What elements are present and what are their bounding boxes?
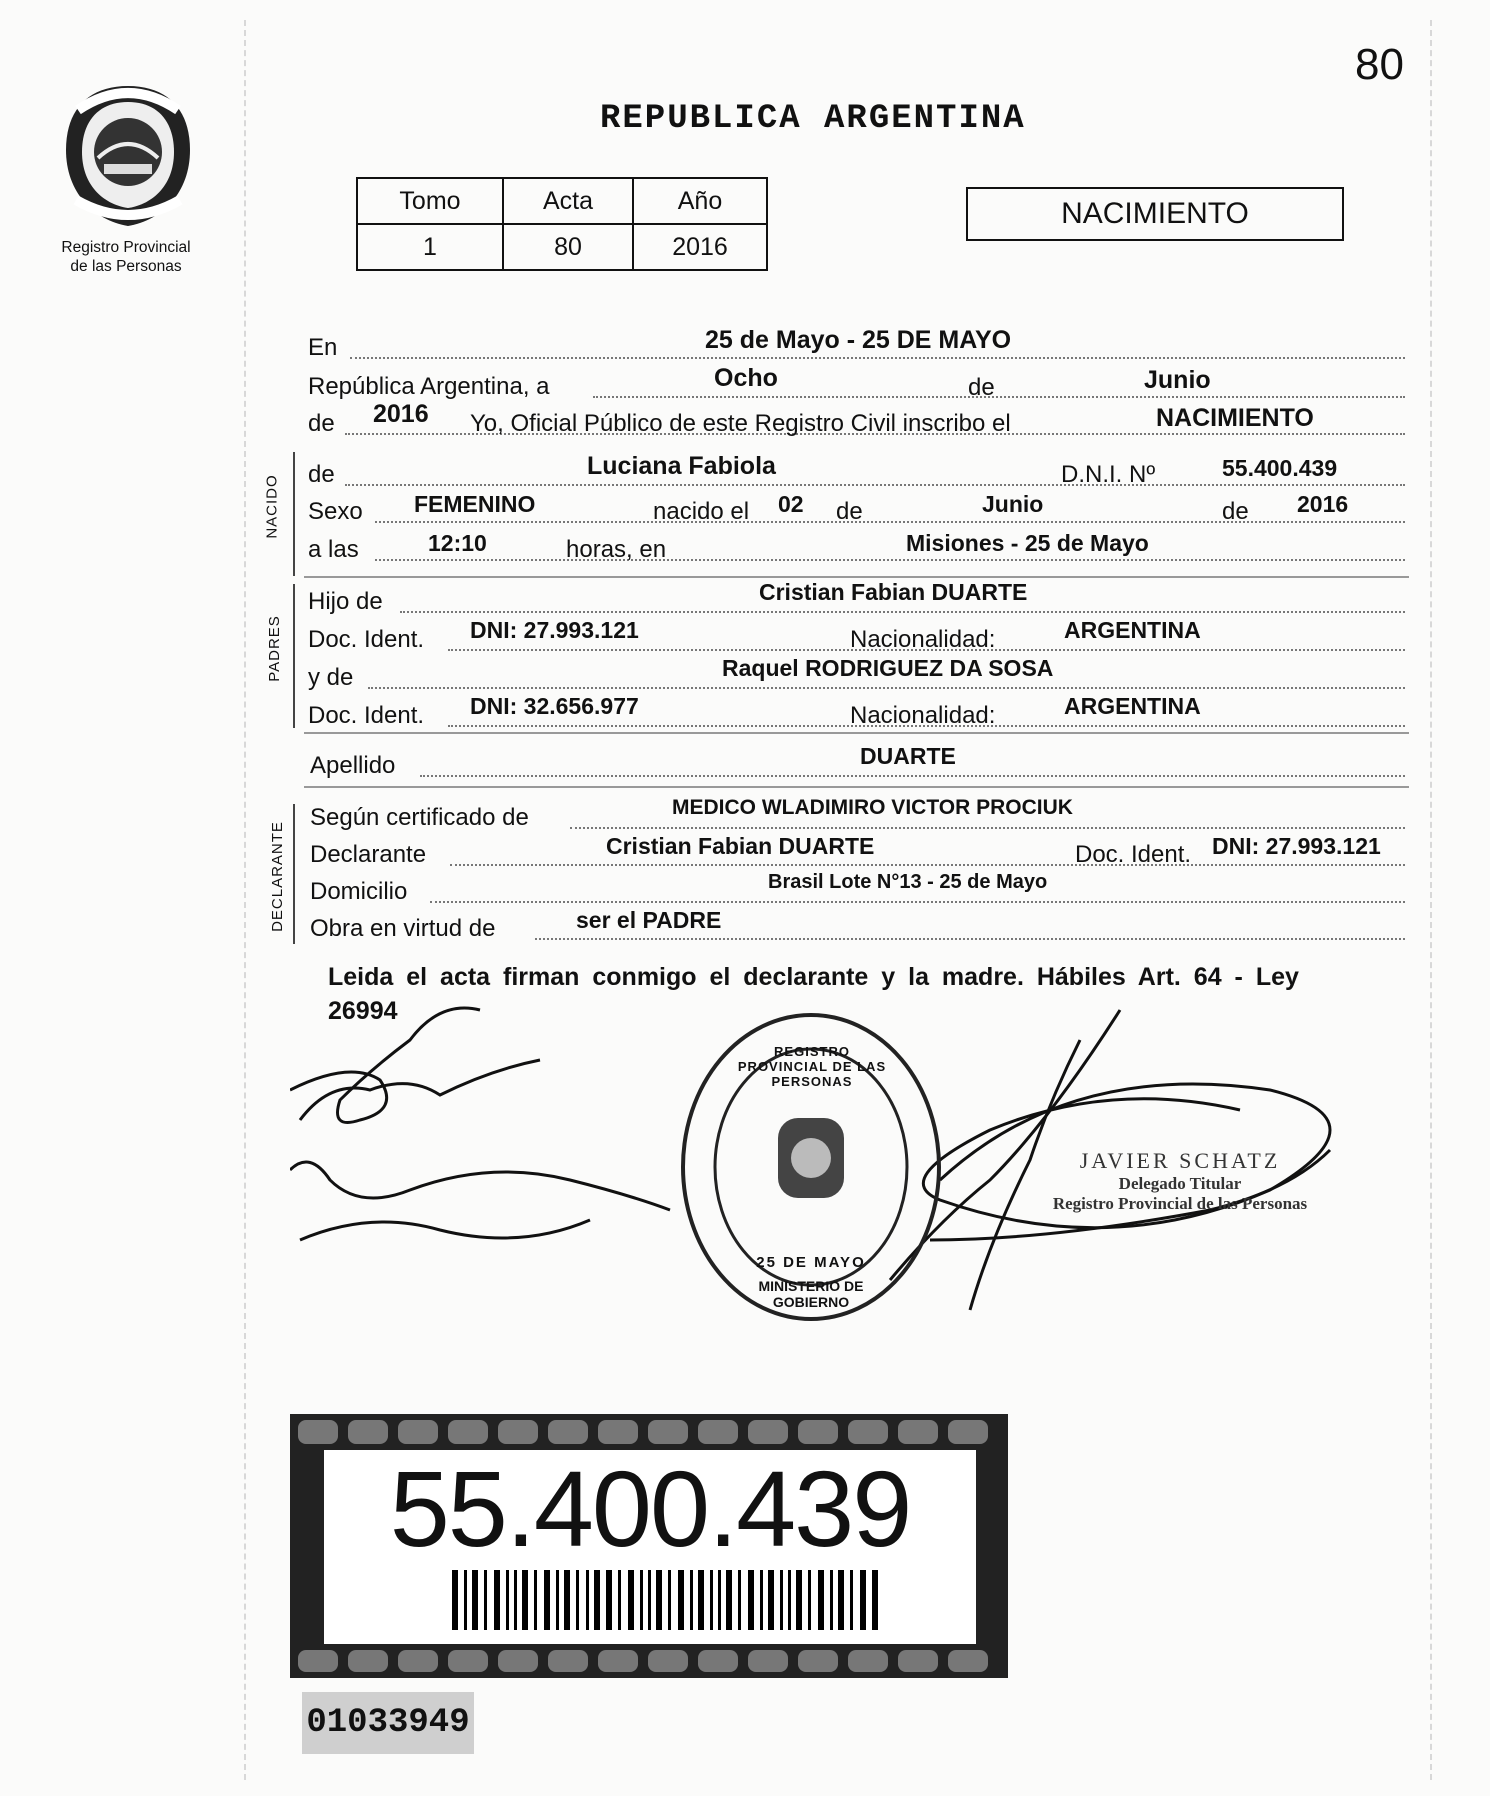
document-title: REPUBLICA ARGENTINA [600,100,1026,138]
dotted-line [593,396,1405,398]
barcode-label [290,1414,1008,1678]
record-type-box: NACIMIENTO [966,187,1344,241]
value-tomo: 1 [357,224,503,270]
value-padre-doc: DNI: 27.993.121 [470,617,639,643]
value-virtud: ser el PADRE [576,907,722,933]
dotted-line [420,775,1405,777]
label-nacido-el: nacido el [653,498,750,525]
dotted-line [345,484,1405,486]
header-acta: Acta [503,178,633,224]
official-stamp [676,1008,946,1326]
label-nacionalidad: Nacionalidad: [850,626,996,653]
value-dia-letras: Ocho [714,364,778,392]
label-doc-ident: Doc. Ident. [308,626,425,653]
label-declarante: Declarante [310,841,427,868]
dotted-line [450,864,1405,866]
official-office: Registro Provincial de las Personas [1052,1194,1308,1213]
official-name: JAVIER SCHATZ [1079,1148,1281,1173]
stamp-bottom-text: 25 DE MAYO [756,1254,866,1271]
value-madre-doc: DNI: 32.656.977 [470,693,639,719]
label-sexo: Sexo [308,498,363,525]
label-de: de [968,374,995,401]
value-anio: 2016 [373,400,429,428]
dotted-line [375,521,1405,523]
value-acta: 80 [503,224,633,270]
value-certificado: MEDICO WLADIMIRO VICTOR PROCIUK [672,796,1073,819]
logo-caption [40,238,212,276]
stamp-ring-text: REGISTRO PROVINCIAL DE LAS PERSONAS [737,1044,887,1089]
official-block [1000,1148,1360,1214]
header-anio: Año [633,178,767,224]
section-divider [304,786,1409,788]
page-number: 80 [1355,40,1404,89]
value-nombre: Luciana Fabiola [587,452,776,480]
label-doc-ident: Doc. Ident. [1075,841,1192,868]
section-label-padres: PADRES [265,615,283,682]
label-a-las: a las [308,536,359,563]
value-hora: 12:10 [428,530,487,556]
value-declarante-doc: DNI: 27.993.121 [1212,833,1381,859]
label-dni: D.N.I. Nº [1061,461,1156,488]
left-margin-line [244,20,247,1780]
value-anio-nac: 2016 [1297,491,1349,517]
section-bar-nacido [293,452,295,576]
label-obra-en-virtud: Obra en virtud de [310,915,496,942]
value-lugar: 25 de Mayo - 25 DE MAYO [705,326,1012,354]
label-en: En [308,334,338,361]
label-de: de [308,410,335,437]
value-padre: Cristian Fabian DUARTE [759,579,1028,605]
dotted-line [430,901,1405,903]
label-y-de: y de [308,664,354,691]
value-dia-nac: 02 [778,491,804,517]
section-divider [304,576,1409,578]
record-table [356,177,768,271]
value-tipo: NACIMIENTO [1156,404,1314,432]
value-anio: 2016 [633,224,767,270]
province-seal-logo [58,80,198,230]
stamp-ministry: MINISTERIO DE GOBIERNO [758,1278,864,1310]
dotted-line [375,559,1405,561]
dotted-line [535,938,1405,940]
dotted-line [350,357,1405,359]
label-republica: República Argentina, a [308,373,550,400]
serial-number: 01033949 [302,1692,474,1754]
value-madre: Raquel RODRIGUEZ DA SOSA [722,655,1054,681]
official-title: Delegado Titular [1118,1174,1242,1193]
section-bar-padres [293,584,295,728]
value-padre-nac: ARGENTINA [1064,617,1201,643]
dotted-line [570,827,1405,829]
header-tomo: Tomo [357,178,503,224]
value-mes: Junio [1144,366,1211,394]
logo-caption-line1: Registro Provincial [61,239,191,256]
label-de: de [308,461,335,488]
value-domicilio: Brasil Lote N°13 - 25 de Mayo [768,871,1048,893]
label-de: de [836,498,863,525]
label-de: de [1222,498,1249,525]
label-apellido: Apellido [310,752,396,779]
barcode-white-area [324,1450,976,1644]
logo-caption-line2: de las Personas [70,258,182,275]
barcode-bars [452,1570,882,1630]
label-domicilio: Domicilio [310,878,408,905]
label-horas-en: horas, en [566,536,667,563]
barcode-number: 55.400.439 [389,1448,911,1569]
right-margin-line [1430,20,1433,1780]
value-mes-nac: Junio [982,491,1044,517]
value-dni: 55.400.439 [1222,455,1338,481]
label-segun-certificado: Según certificado de [310,804,529,831]
label-doc-ident: Doc. Ident. [308,702,425,729]
value-sexo: FEMENINO [414,491,536,517]
section-bar-declarante [293,804,295,944]
label-yo-oficial: Yo, Oficial Público de este Registro Civil inscribo el [470,410,1011,437]
closing-statement: Leida el acta firman conmigo el declarante y la madre. Hábiles Art. 64 - Ley 26994 [328,963,1299,1025]
value-apellido: DUARTE [860,743,956,769]
label-nacionalidad: Nacionalidad: [850,702,996,729]
section-label-nacido: NACIDO [263,474,281,539]
value-lugar-nac: Misiones - 25 de Mayo [906,530,1149,556]
section-label-declarante: DECLARANTE [268,821,286,932]
label-hijo-de: Hijo de [308,588,383,615]
dotted-line [400,611,1405,613]
section-divider [304,732,1409,734]
dotted-line [368,687,1405,689]
value-madre-nac: ARGENTINA [1064,693,1201,719]
value-declarante: Cristian Fabian DUARTE [606,833,875,859]
